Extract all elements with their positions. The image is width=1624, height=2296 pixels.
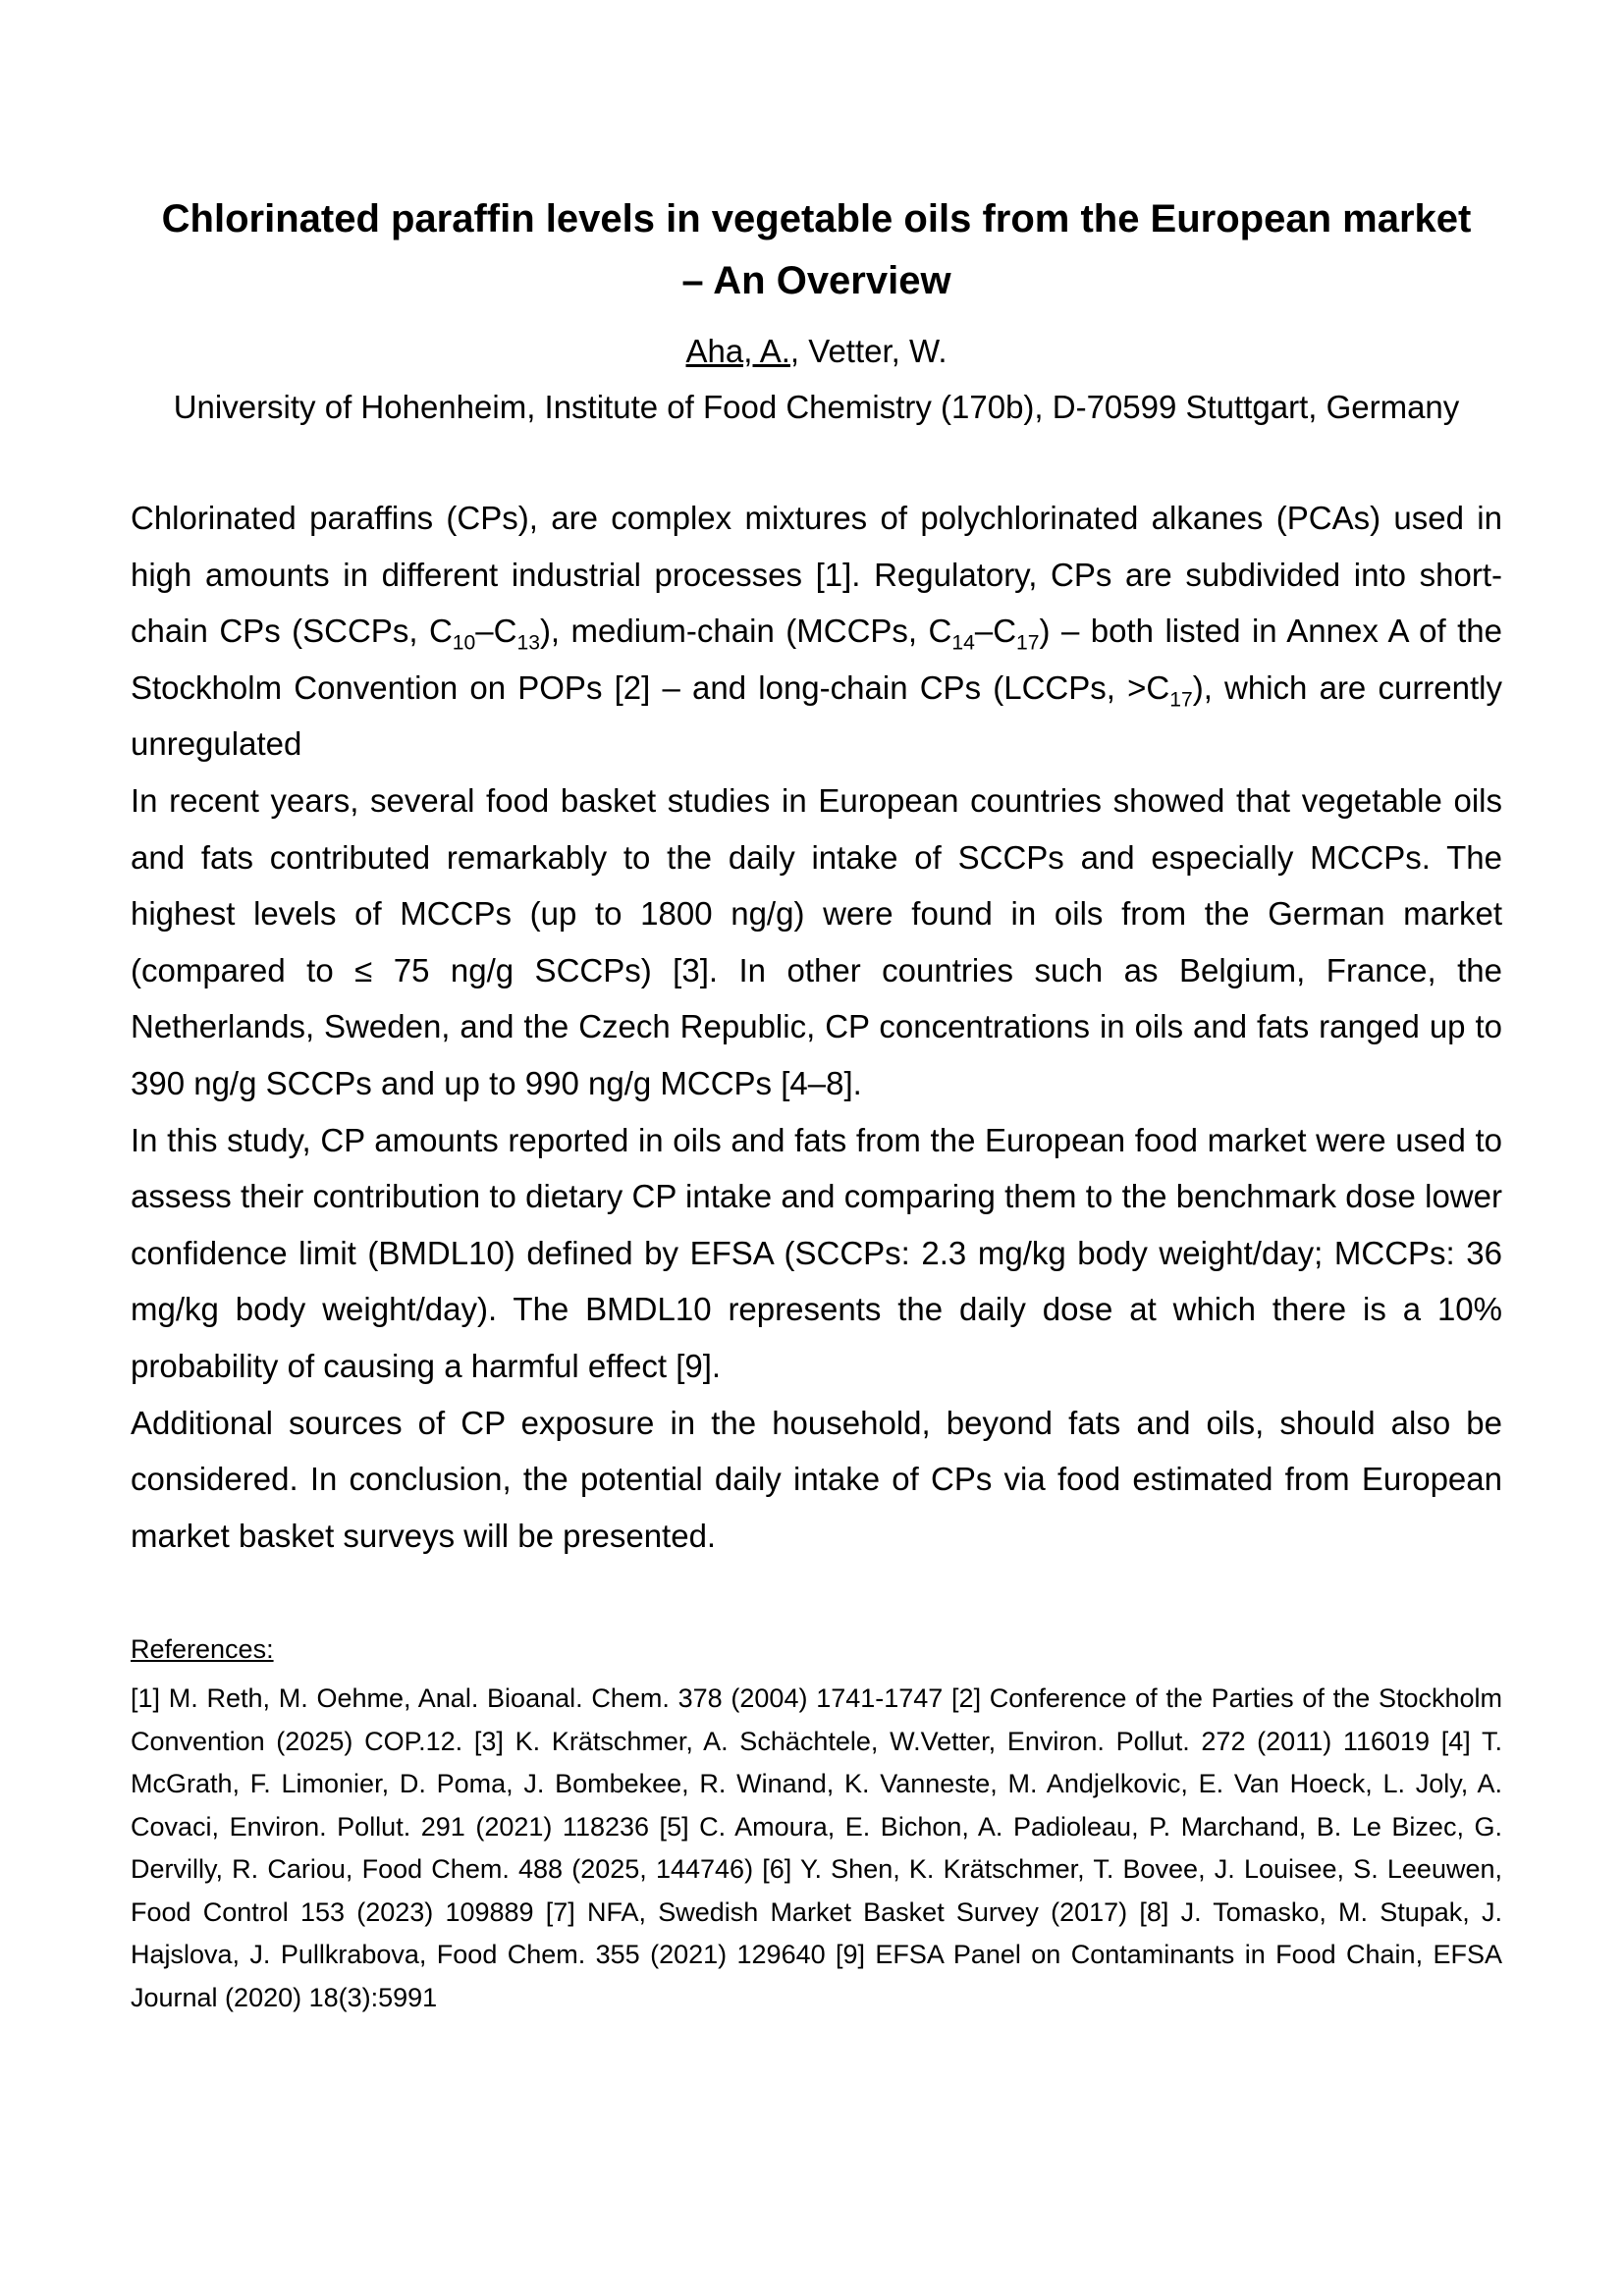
- presenting-author: Aha, A.: [685, 333, 790, 369]
- paper-title-line2: – An Overview: [681, 259, 951, 302]
- paper-title: [131, 188, 1502, 312]
- affiliation-line: University of Hohenheim, Institute of Food Chemistry (170b), D-70599 Stuttgart, Germany: [173, 389, 1460, 425]
- coauthors: , Vetter, W.: [789, 333, 947, 369]
- abstract-paragraph-1: Chlorinated paraffins (CPs), are complex mixtures of polychlorinated alkanes (PCAs) used in high amounts in different industrial processes [1]. Regulatory, CPs are subdivided into short-chain CPs (SCCPs, $C_{10}-C_{13}$), medium-chain (MCCPs, $C_{14}-C_{17}$) – both listed in Annex A of the Stockholm Convention on POPs [2] – and long-chain CPs (LCCPs, $>C_{17}$), which are currently unregulated: [131, 500, 1503, 763]
- paper-title-line1: Chlorinated paraffin levels in vegetable oils from the European market: [161, 197, 1472, 240]
- abstract-paragraph-3: In this study, CP amounts reported in oils and fats from the European food market were used to assess their contribution to dietary CP intake and comparing them to the benchmark dose lower confidence limit (BMDL10) defined by EFSA (SCCPs: 2.3 mg/kg body weight/day; MCCPs: 36 mg/kg body weight/day). The BMDL10 represents the daily dose at which there is a 10% probability of causing a harmful effect [9].: [131, 1121, 1502, 1384]
- abstract-paragraph-2: In recent years, several food basket studies in European countries showed that vegetable oils and fats contributed remarkably to the daily intake of SCCPs and especially MCCPs. The highest levels of MCCPs (up to 1800 ng/g) were found in oils from the German market (compared to ≤ 75 ng/g SCCPs) [3]. In other countries such as Belgium, France, the Netherlands, Sweden, and the Czech Republic, CP concentrations in oils and fats ranged up to 390 ng/g SCCPs and up to 990 ng/g MCCPs [4–8].: [131, 781, 1502, 1101]
- abstract-body: [131, 490, 1502, 1564]
- references-section: [131, 1629, 1502, 2019]
- authors-line: [131, 323, 1502, 379]
- references-text: [1] M. Reth, M. Oehme, Anal. Bioanal. Chem. 378 (2004) 1741-1747 [2] Conference of the Parties of the Stockholm Convention (2025) COP.12. [3] K. Krätschmer, A. Schächtele, W.Vetter, Environ. Pollut. 272 (2011) 116019 [4] T. McGrath, F. Limonier, D. Poma, J. Bombekee, R. Winand, K. Vanneste, M. Andjelkovic, E. Van Hoeck, L. Joly, A. Covaci, Environ. Pollut. 291 (2021) 118236 [5] C. Amoura, E. Bichon, A. Padioleau, P. Marchand, B. Le Bizec, G. Dervilly, R. Cariou, Food Chem. 488 (2025, 144746) [6] Y. Shen, K. Krätschmer, T. Bovee, J. Louisee, S. Leeuwen, Food Control 153 (2023) 109889 [7] NFA, Swedish Market Basket Survey (2017) [8] J. Tomasko, M. Stupak, J. Hajslova, J. Pullkrabova, Food Chem. 355 (2021) 129640 [9] EFSA Panel on Contaminants in Food Chain, EFSA Journal (2020) 18(3):5991: [131, 1683, 1502, 2012]
- references-heading: References:: [131, 1634, 274, 1665]
- abstract-paragraph-4: Additional sources of CP exposure in the household, beyond fats and oils, should also be considered. In conclusion, the potential daily intake of CPs via food estimated from European market basket surveys will be presented.: [131, 1404, 1502, 1554]
